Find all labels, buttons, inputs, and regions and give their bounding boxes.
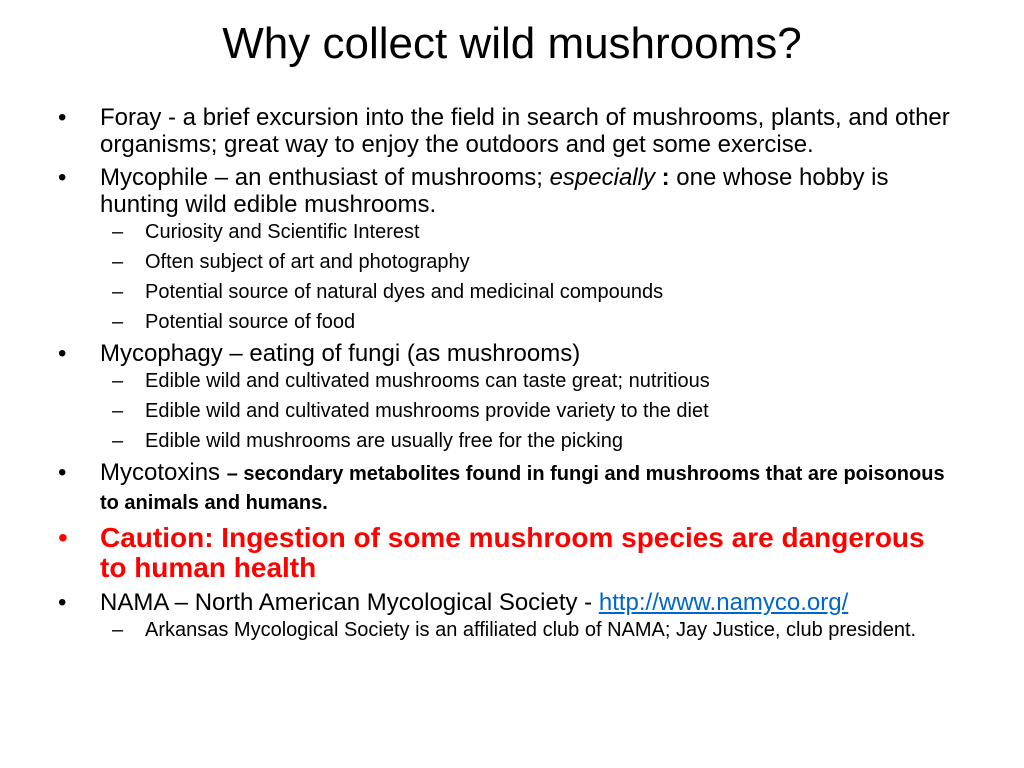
dash-marker: – [112, 400, 124, 422]
bullet-marker: • [58, 522, 68, 553]
sub-bullet-variety [58, 399, 958, 423]
sub-bullet-text: Often subject of art and photography [145, 251, 470, 273]
bullet-mycophile [58, 164, 958, 218]
sub-bullet-text: Potential source of natural dyes and medicinal compounds [145, 281, 664, 303]
mycotoxins-text: Mycotoxins [100, 459, 227, 486]
caution-text: Caution: Ingestion of some mushroom species are dangerous to human health [100, 522, 925, 583]
sub-bullet-text: Edible wild and cultivated mushrooms provide variety to the diet [145, 400, 709, 422]
sub-bullet-text: Curiosity and Scientific Interest [145, 221, 420, 243]
nama-text: NAMA – North American Mycological Society - [100, 589, 599, 616]
bullet-foray [58, 104, 958, 158]
mycotoxins-definition: – secondary metabolites found in fungi and mushrooms that are poisonous to animals and humans. [100, 463, 945, 514]
bullet-marker: • [58, 459, 67, 486]
sub-bullet-text: Edible wild and cultivated mushrooms can taste great; nutritious [145, 370, 710, 392]
sub-bullet-arkansas [58, 618, 958, 642]
slide-body [58, 104, 958, 648]
bullet-nama [58, 589, 958, 616]
dash-marker: – [112, 281, 124, 303]
slide-title: Why collect wild mushrooms? [222, 19, 802, 68]
sub-bullet-free [58, 429, 958, 453]
mycophile-text: Mycophile – an enthusiast of mushrooms; [100, 164, 550, 191]
mycophagy-text: Mycophagy – eating of fungi (as mushrooms) [100, 340, 581, 367]
dash-marker: – [112, 221, 124, 243]
mycophile-emphasis: especially [549, 164, 655, 191]
bullet-marker: • [58, 164, 67, 191]
bullet-mycophagy [58, 340, 958, 367]
sub-bullet-taste [58, 369, 958, 393]
sub-bullet-text: Edible wild mushrooms are usually free for the picking [145, 430, 623, 452]
dash-marker: – [112, 251, 124, 273]
bullet-marker: • [58, 340, 67, 367]
mycophile-rest: one whose hobby is hunting wild edible mushrooms. [100, 164, 889, 218]
nama-link[interactable]: http://www.namyco.org/ [598, 589, 849, 616]
bullet-marker: • [58, 589, 67, 616]
bullet-mycotoxins [58, 459, 958, 517]
sub-bullet-curiosity [58, 220, 958, 244]
mycophile-colon: : [654, 164, 670, 191]
dash-marker: – [112, 311, 124, 333]
bullet-marker: • [58, 104, 67, 131]
dash-marker: – [112, 370, 124, 392]
sub-bullet-text: Potential source of food [145, 311, 356, 333]
bullet-caution [58, 523, 958, 583]
sub-bullet-dyes [58, 280, 958, 304]
foray-text: Foray - a brief excursion into the field in search of mushrooms, plants, and other organisms; great way to enjoy the outdoors and get some exercise. [100, 104, 950, 158]
sub-bullet-text: Arkansas Mycological Society is an affiliated club of NAMA; Jay Justice, club president. [145, 619, 917, 641]
sub-bullet-food [58, 310, 958, 334]
dash-marker: – [112, 619, 124, 641]
sub-bullet-art [58, 250, 958, 274]
dash-marker: – [112, 430, 124, 452]
